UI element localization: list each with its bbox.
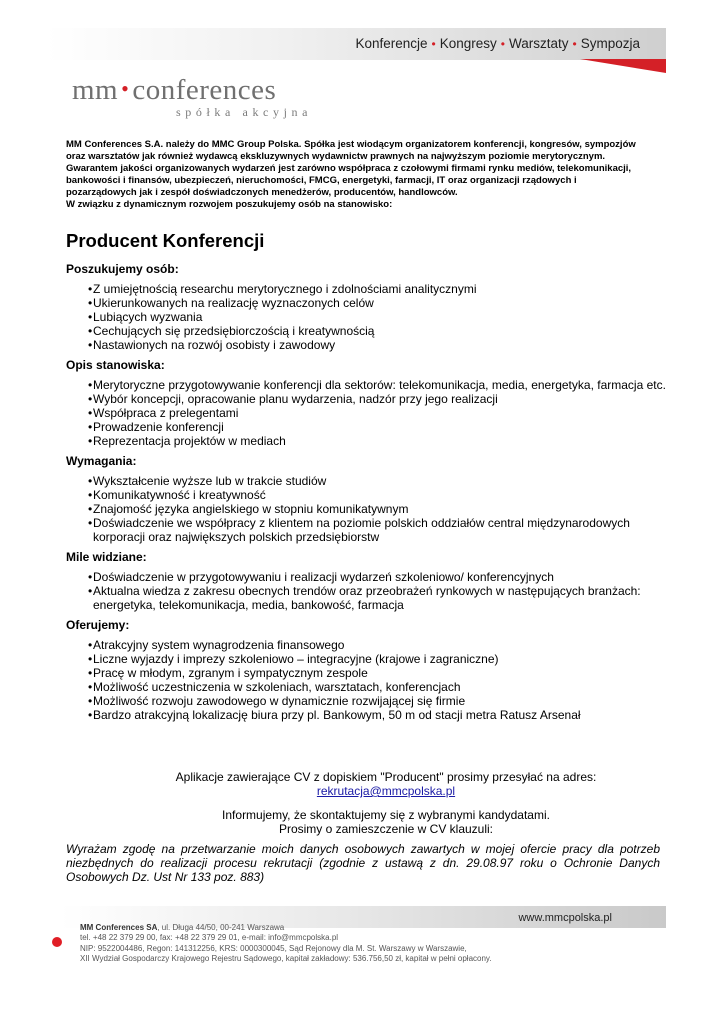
header-separator: • (572, 37, 577, 51)
bullet-icon: • (88, 420, 93, 434)
bullet-icon: • (88, 324, 93, 338)
list-item: • Atrakcyjny system wynagrodzenia finansowego (88, 638, 345, 652)
recruitment-email-link[interactable]: rekrutacja@mmcpolska.pl (316, 784, 456, 798)
bullet-icon: • (88, 666, 93, 680)
intro-line: pozarządowych jak i zespół doświadczonych menedżerów, producentów, handlowców. (66, 187, 458, 198)
list-item: • Pracę w młodym, zgranym i sympatycznym zespole (88, 666, 368, 680)
bullet-list (66, 474, 666, 544)
job-offer (66, 230, 666, 728)
intro-line: W związku z dynamicznym rozwojem poszukujemy osób na stanowisko: (66, 199, 393, 210)
list-item: • Bardzo atrakcyjną lokalizację biura przy pl. Bankowym, 50 m od stacji metra Ratusz Arsenał (88, 708, 581, 722)
list-item: • Możliwość rozwoju zawodowego w dynamicznie rozwijającej się firmie (88, 694, 466, 708)
section-heading: Wymagania: (66, 454, 137, 468)
footer-address-line (80, 923, 492, 933)
header-tag: Kongresy (439, 36, 497, 51)
bullet-icon: • (88, 708, 93, 722)
footer-company-name: MM Conferences SA (80, 923, 158, 932)
intro-line: bankowości i finansów, ubezpieczeń, nieruchomości, FMCG, energetyki, farmacji, IT oraz organizacji rządowych i (66, 175, 577, 186)
list-item: • Liczne wyjazdy i imprezy szkoleniowo – integracyjne (krajowe i zagraniczne) (88, 652, 499, 666)
intro-line: MM Conferences S.A. należy do MMC Group Polska. Spółka jest wiodącym organizatorem konferencji, kongresów, sympozjów (66, 139, 636, 150)
intro-line: oraz warsztatów jak również wydawcą ekskluzywnych wydawnictw prawnych na najwyższym poziomie merytorycznym. (66, 151, 606, 162)
footer-contact: tel. +48 22 379 29 00, fax: +48 22 379 29 01, e-mail: info@mmcpolska.pl (80, 933, 339, 943)
intro-line: Gwarantem jakości organizowanych wydarzeń jest zarówno współpraca z czołowymi firmami rynku mediów, telekomunikacji, (66, 163, 632, 174)
apply-clause-request: Prosimy o zamieszczenie w CV klauzuli: (278, 822, 494, 836)
bullet-list (66, 638, 666, 722)
list-item: • Aktualna wiedza z zakresu obecnych trendów oraz przeobrażeń rynkowych w następujących branżach: energetyka, telekomunikacja, media, bankowość, farmacja (88, 584, 641, 612)
section-heading: Poszukujemy osób: (66, 262, 179, 276)
bullet-icon: • (88, 570, 93, 584)
header-separator: • (500, 37, 505, 51)
bullet-icon: • (88, 474, 93, 488)
list-item: • Współpraca z prelegentami (88, 406, 239, 420)
header-separator: • (431, 37, 436, 51)
logo-wordmark (72, 74, 302, 107)
list-item: • Komunikatywność i kreatywność (88, 488, 266, 502)
list-item: • Wybór koncepcji, opracowanie planu wydarzenia, nadzór przy jego realizacji (88, 392, 498, 406)
bullet-list (66, 282, 666, 352)
header-tag: Warsztaty (509, 36, 569, 51)
intro-paragraph (66, 139, 666, 211)
bullet-icon: • (88, 584, 93, 598)
section-heading: Opis stanowiska: (66, 358, 165, 372)
footer-registry: NIP: 9522004486, Regon: 141312256, KRS: 0000300045, Sąd Rejonowy dla M. St. Warszawy w Warszawie, (80, 943, 467, 953)
list-item: • Cechujących się przedsiębiorczością i kreatywnością (88, 324, 375, 338)
list-item: • Możliwość uczestniczenia w szkoleniach, warsztatach, konferencjach (88, 680, 461, 694)
list-item: • Znajomość języka angielskiego w stopniu komunikatywnym (88, 502, 409, 516)
list-item: • Ukierunkowanych na realizację wyznaczonych celów (88, 296, 374, 310)
bullet-icon: • (88, 516, 93, 530)
bullet-icon: • (88, 680, 93, 694)
list-item: • Z umiejętnością researchu merytorycznego i zdolnościami analitycznymi (88, 282, 477, 296)
bullet-icon: • (88, 392, 93, 406)
company-logo (72, 74, 313, 124)
logo-conferences: conferences (132, 74, 277, 106)
bullet-icon: • (88, 638, 93, 652)
bullet-icon: • (88, 378, 93, 392)
application-info (66, 770, 706, 836)
bullet-icon: • (88, 434, 93, 448)
job-title: Producent Konferencji (66, 230, 265, 251)
bullet-icon: • (88, 310, 93, 324)
list-item: • Lubiących wyzwania (88, 310, 203, 324)
logo-dot: • (121, 76, 130, 101)
bullet-icon: • (88, 296, 93, 310)
list-item: • Doświadczenie we współpracy z klientem na poziomie polskich oddziałów central międzynarodowych korporacji oraz największych polskich przedsiębiorstw (88, 516, 630, 544)
header-tag: Konferencje (355, 36, 428, 51)
footer-red-dot-icon (52, 937, 62, 947)
list-item: • Merytoryczne przygotowywanie konferencji dla sektorów: telekomunikacja, media, energetyka, farmacja etc. (88, 378, 666, 392)
apply-contact-note: Informujemy, że skontaktujemy się z wybranymi kandydatami. (222, 808, 550, 822)
list-item: • Wykształcenie wyższe lub w trakcie studiów (88, 474, 327, 488)
header-tags (355, 36, 640, 51)
bullet-icon: • (88, 502, 93, 516)
header-red-wedge (580, 59, 666, 73)
bullet-icon: • (88, 652, 93, 666)
header-tag: Sympozja (580, 36, 640, 51)
logo-mm: mm (72, 74, 119, 106)
footer-address: , ul. Długa 44/50, 00-241 Warszawa (157, 923, 285, 932)
section-heading: Mile widziane: (66, 550, 147, 564)
list-item: • Doświadczenie w przygotowywaniu i realizacji wydarzeń szkoleniowo/ konferencyjnych (88, 570, 554, 584)
list-item: • Reprezentacja projektów w mediach (88, 434, 286, 448)
bullet-icon: • (88, 488, 93, 502)
bullet-icon: • (88, 338, 93, 352)
list-item: • Nastawionych na rozwój osobisty i zawodowy (88, 338, 336, 352)
bullet-icon: • (88, 406, 93, 420)
consent-clause: Wyrażam zgodę na przetwarzanie moich danych osobowych zawartych w mojej ofercie pracy dla potrzeb niezbędnych do realizacji procesu rekrutacji (zgodnie z ustawą z dn. 29.08.97 roku o Ochronie Danych Osobowych Dz. Ust Nr 133 poz. 883) (66, 842, 660, 884)
bullet-list (66, 378, 666, 448)
logo-subtitle: spółka akcyjna (176, 105, 313, 119)
apply-instruction: Aplikacje zawierające CV z dopiskiem "Producent" prosimy przesyłać na adres: (175, 770, 597, 784)
footer-registry: XII Wydział Gospodarczy Krajowego Rejestru Sądowego, kapitał zakładowy: 536.756,50 zł, kapitał w pełni opłacony. (80, 954, 492, 964)
list-item: • Prowadzenie konferencji (88, 420, 224, 434)
footer-company-info (80, 923, 492, 965)
bullet-icon: • (88, 282, 93, 296)
bullet-list (66, 570, 666, 612)
bullet-icon: • (88, 694, 93, 708)
section-heading: Oferujemy: (66, 618, 130, 632)
footer-website: www.mmcpolska.pl (518, 912, 612, 924)
